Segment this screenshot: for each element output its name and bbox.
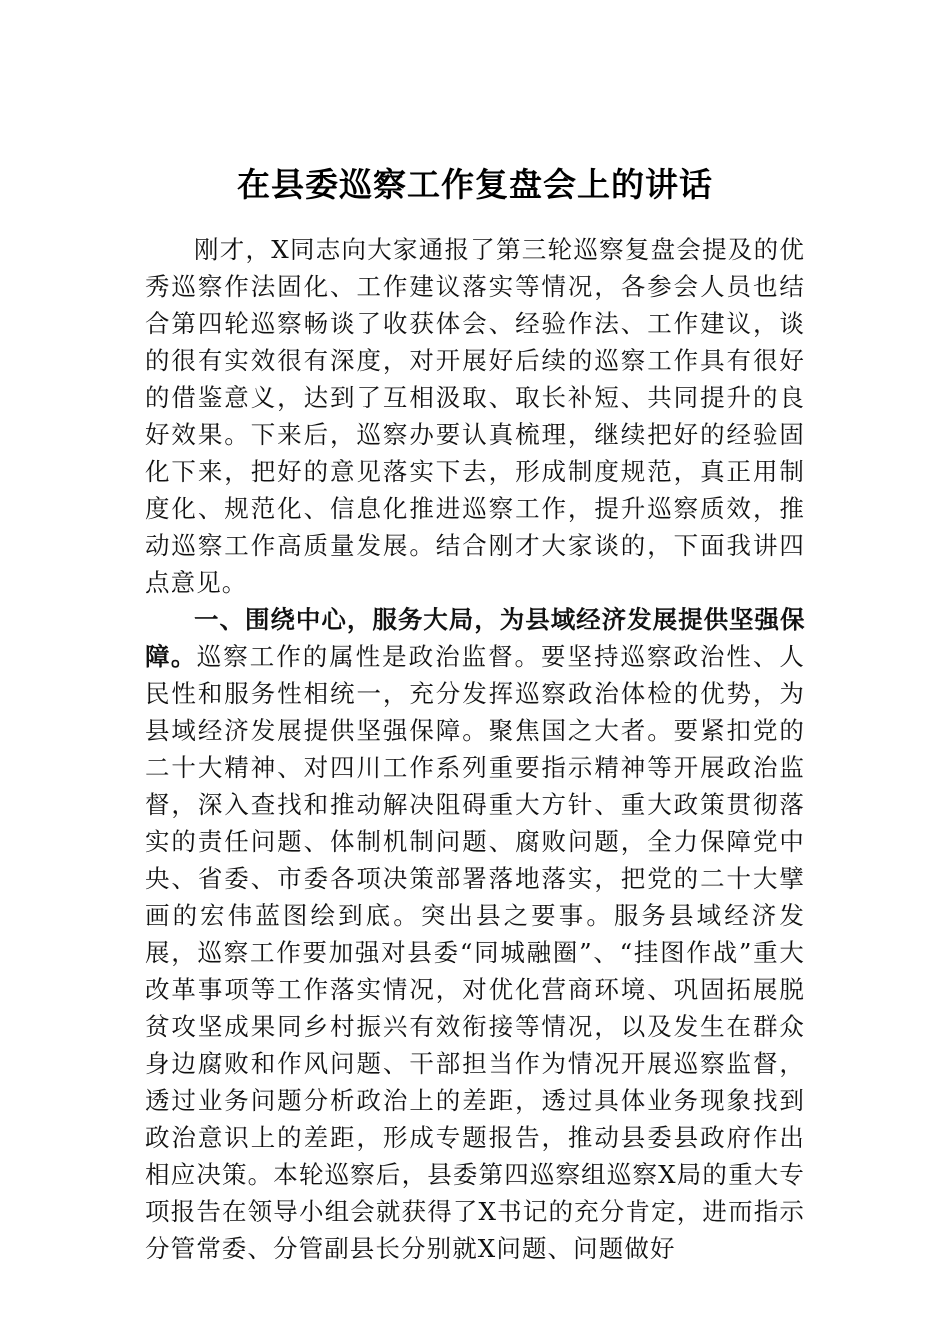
paragraph-intro-text: 刚才，X同志向大家通报了第三轮巡察复盘会提及的优秀巡察作法固化、工作建议落实等情况，各参会人员也结合第四轮巡察畅谈了收获体会、经验作法、工作建议，谈的很有实效很有深度，对开展好后续的巡察工作具有很好的借鉴意义，达到了互相汲取、取长补短、共同提升的良好效果。下来后，巡察办要认真梳理，继续把好的经验固化下来，把好的意见落实下去，形成制度规范，真正用制度化、规范化、信息化推进巡察工作，提升巡察质效，推动巡察工作高质量发展。结合刚才大家谈的，下面我讲四点意见。	[145, 235, 805, 597]
paragraph-intro	[145, 231, 805, 601]
section-one-heading: 一、围绕中心，服务大局，为县域经济发展提供坚强保障。	[145, 605, 805, 671]
paragraph-section-one	[145, 601, 805, 1267]
document-body	[145, 231, 805, 1267]
document-title: 在县委巡察工作复盘会上的讲话	[237, 165, 713, 204]
section-one-text: 巡察工作的属性是政治监督。要坚持巡察政治性、人民性和服务性相统一，充分发挥巡察政治体检的优势，为县域经济发展提供坚强保障。聚焦国之大者。要紧扣党的二十大精神、对四川工作系列重要指示精神等开展政治监督，深入查找和推动解决阻碍重大方针、重大政策贯彻落实的责任问题、体制机制问题、腐败问题，全力保障党中央、省委、市委各项决策部署落地落实，把党的二十大擘画的宏伟蓝图绘到底。突出县之要事。服务县域经济发展，巡察工作要加强对县委“同城融圈”、“挂图作战”重大改革事项等工作落实情况，对优化营商环境、巩固拓展脱贫攻坚成果同乡村振兴有效衔接等情况，以及发生在群众身边腐败和作风问题、干部担当作为情况开展巡察监督，透过业务问题分析政治上的差距，透过具体业务现象找到政治意识上的差距，形成专题报告，推动县委县政府作出相应决策。本轮巡察后，县委第四巡察组巡察X局的重大专项报告在领导小组会就获得了X书记的充分肯定，进而指示分管常委、分管副县长分别就X问题、问题做好	[145, 642, 805, 1263]
